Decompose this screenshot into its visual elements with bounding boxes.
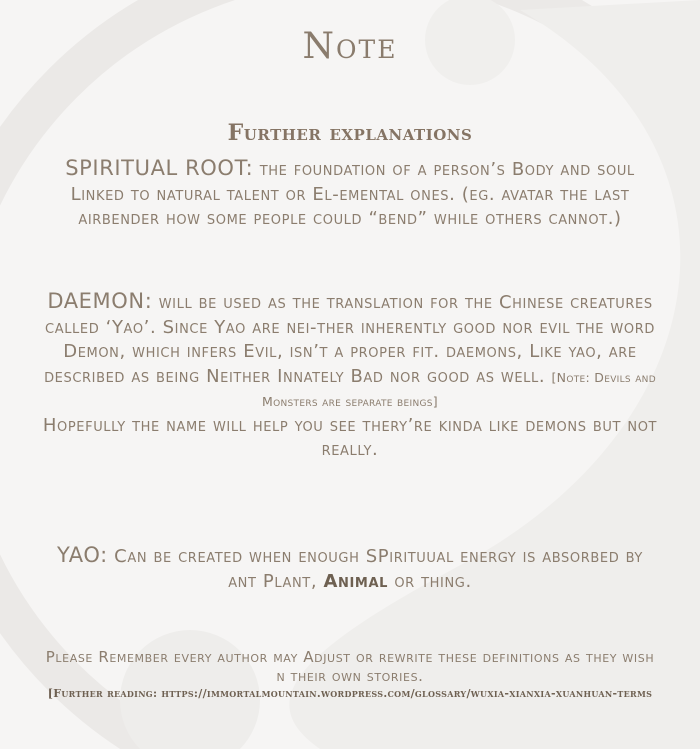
daemon-hope: Hopefully the name will help you see thery’re kinda like demons but not really. <box>42 414 658 460</box>
spiritual-root-definition: the foundation of a person’s Body and soul Linked to natural talent or El-emental ones. (eg. avatar the last airbender how some people could “bend” while others cannot.) <box>70 159 635 229</box>
daemon-definition: will be used as the translation for the Chinese creatures called ‘Yao’. Since Yao are nei-ther inherently good nor evil the word Demon, which infers Evil, isn’t a proper fit. daemons, Like yao, are described as being Neither Innately Bad nor good as well. <box>44 292 655 387</box>
daemon-note: [Note: Devils and Monsters are separate beings] <box>262 369 656 409</box>
section-subtitle: Further explanations <box>227 120 473 146</box>
remember-note: Please Remember every author may Adjust or rewrite these definitions as they wish n their own stories. <box>45 648 655 685</box>
spiritual-root-entry <box>40 156 660 232</box>
yao-definition-after: or thing. <box>394 570 472 592</box>
daemon-entry <box>40 289 660 463</box>
daemon-term: DAEMON: <box>47 289 153 313</box>
spiritual-root-term: SPIRITUAL ROOT: <box>65 156 254 180</box>
further-reading: [Further reading: https://immortalmountain.wordpress.com/glossary/wuxia-xianxia-xuanhuan-terms <box>47 687 653 700</box>
yao-term: YAO: <box>57 543 108 567</box>
yao-entry <box>40 543 660 594</box>
page-title: Note <box>302 26 398 67</box>
yao-definition-before: Can be created when enough SPirituual energy is absorbed by ant Plant, <box>114 546 643 592</box>
yao-emphasis: Animal <box>323 570 389 592</box>
